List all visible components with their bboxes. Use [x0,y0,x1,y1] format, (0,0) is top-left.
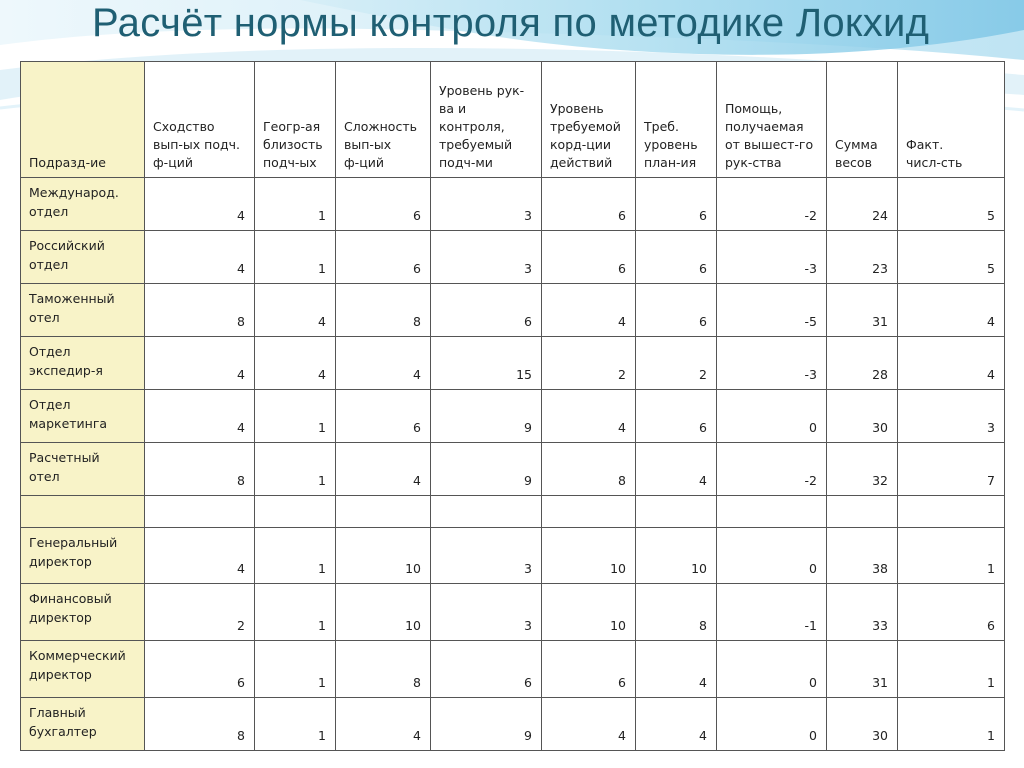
value-cell: 2 [542,337,636,390]
value-cell: -2 [717,443,827,496]
value-cell: 38 [827,528,898,584]
unit-name-cell: Генеральный директор [21,528,145,584]
value-cell: 4 [636,698,717,751]
header-cell: Геогр-ая близость подч-ых [255,62,336,178]
table-row [21,178,1005,231]
value-cell [336,496,431,528]
value-cell: 6 [542,641,636,698]
value-cell: 6 [636,284,717,337]
table-header-row [21,62,1005,178]
value-cell: 8 [145,284,255,337]
unit-name-cell [21,496,145,528]
unit-name-cell: Отдел экспедир-я [21,337,145,390]
table-row [21,284,1005,337]
value-cell: 6 [431,284,542,337]
value-cell: 4 [255,284,336,337]
value-cell: 4 [255,337,336,390]
value-cell: -1 [717,584,827,641]
value-cell: 6 [431,641,542,698]
value-cell: 1 [255,231,336,284]
unit-name-cell: Коммерческий директор [21,641,145,698]
header-cell: Уровень рук- ва и контроля, требуемый подч-ми [431,62,542,178]
value-cell: 10 [636,528,717,584]
value-cell: 3 [898,390,1005,443]
value-cell: 8 [336,284,431,337]
table-row [21,496,1005,528]
value-cell: 0 [717,641,827,698]
value-cell [542,496,636,528]
value-cell: 2 [636,337,717,390]
value-cell: 9 [431,698,542,751]
value-cell: 4 [145,528,255,584]
table-row [21,641,1005,698]
header-cell: Сумма весов [827,62,898,178]
value-cell: 8 [145,698,255,751]
value-cell: 6 [336,390,431,443]
unit-name-cell: Международ. отдел [21,178,145,231]
value-cell: 3 [431,178,542,231]
value-cell: 1 [255,698,336,751]
value-cell: 31 [827,641,898,698]
value-cell: 6 [636,178,717,231]
value-cell: -5 [717,284,827,337]
value-cell: 1 [255,528,336,584]
value-cell: 10 [542,528,636,584]
value-cell: 1 [255,178,336,231]
value-cell: 30 [827,390,898,443]
value-cell: 1 [255,443,336,496]
value-cell: 6 [542,178,636,231]
value-cell: 4 [336,337,431,390]
value-cell [636,496,717,528]
value-cell: 6 [636,231,717,284]
table-row [21,337,1005,390]
value-cell: 8 [336,641,431,698]
header-cell: Сложность вып-ых ф-ций [336,62,431,178]
value-cell: 4 [145,178,255,231]
value-cell: 30 [827,698,898,751]
value-cell: 31 [827,284,898,337]
value-cell: 15 [431,337,542,390]
value-cell: 7 [898,443,1005,496]
value-cell: 6 [542,231,636,284]
table-row [21,698,1005,751]
value-cell: 0 [717,390,827,443]
table-row [21,390,1005,443]
value-cell: 1 [898,698,1005,751]
value-cell: 9 [431,443,542,496]
value-cell [431,496,542,528]
header-cell: Факт. числ-сть [898,62,1005,178]
value-cell: 4 [145,390,255,443]
value-cell: 3 [431,231,542,284]
value-cell: 9 [431,390,542,443]
value-cell: 2 [145,584,255,641]
value-cell [145,496,255,528]
unit-name-cell: Расчетный отел [21,443,145,496]
unit-name-cell: Главный бухгалтер [21,698,145,751]
slide-title: Расчёт нормы контроля по методике Локхид [92,1,930,45]
unit-name-cell: Финансовый директор [21,584,145,641]
value-cell: 4 [542,284,636,337]
value-cell [255,496,336,528]
value-cell: 5 [898,231,1005,284]
value-cell: 10 [336,584,431,641]
value-cell: 4 [542,390,636,443]
value-cell: 1 [255,584,336,641]
header-cell: Сходство вып-ых подч. ф-ций [145,62,255,178]
value-cell: 6 [636,390,717,443]
unit-name-cell: Таможенный отел [21,284,145,337]
value-cell: 10 [336,528,431,584]
header-cell: Подразд-ие [21,62,145,178]
value-cell: 1 [255,641,336,698]
value-cell: -2 [717,178,827,231]
value-cell: 8 [542,443,636,496]
value-cell: 32 [827,443,898,496]
value-cell: 0 [717,528,827,584]
value-cell: 5 [898,178,1005,231]
value-cell: 4 [145,231,255,284]
value-cell: 10 [542,584,636,641]
value-cell: 6 [145,641,255,698]
unit-name-cell: Отдел маркетинга [21,390,145,443]
value-cell: 1 [898,641,1005,698]
value-cell: 24 [827,178,898,231]
header-cell: Треб. уровень план-ия [636,62,717,178]
table-row [21,528,1005,584]
value-cell: 6 [898,584,1005,641]
value-cell: 4 [336,443,431,496]
value-cell: 4 [898,337,1005,390]
value-cell: 1 [255,390,336,443]
header-cell: Помощь, получаемая от вышест-го рук-ства [717,62,827,178]
value-cell: 4 [636,641,717,698]
control-norm-table [20,61,1005,751]
value-cell: 6 [336,231,431,284]
header-cell: Уровень требуемой корд-ции действий [542,62,636,178]
unit-name-cell: Российский отдел [21,231,145,284]
value-cell [898,496,1005,528]
value-cell: 4 [542,698,636,751]
value-cell: 8 [145,443,255,496]
value-cell: 4 [636,443,717,496]
value-cell: 23 [827,231,898,284]
value-cell: 1 [898,528,1005,584]
value-cell: 4 [145,337,255,390]
value-cell: 3 [431,584,542,641]
value-cell: 28 [827,337,898,390]
value-cell: 33 [827,584,898,641]
value-cell: 4 [898,284,1005,337]
table-row [21,584,1005,641]
table-row [21,443,1005,496]
value-cell: -3 [717,231,827,284]
value-cell: 4 [336,698,431,751]
value-cell: 0 [717,698,827,751]
value-cell: 3 [431,528,542,584]
value-cell [717,496,827,528]
value-cell: 8 [636,584,717,641]
value-cell [827,496,898,528]
value-cell: -3 [717,337,827,390]
table-row [21,231,1005,284]
value-cell: 6 [336,178,431,231]
